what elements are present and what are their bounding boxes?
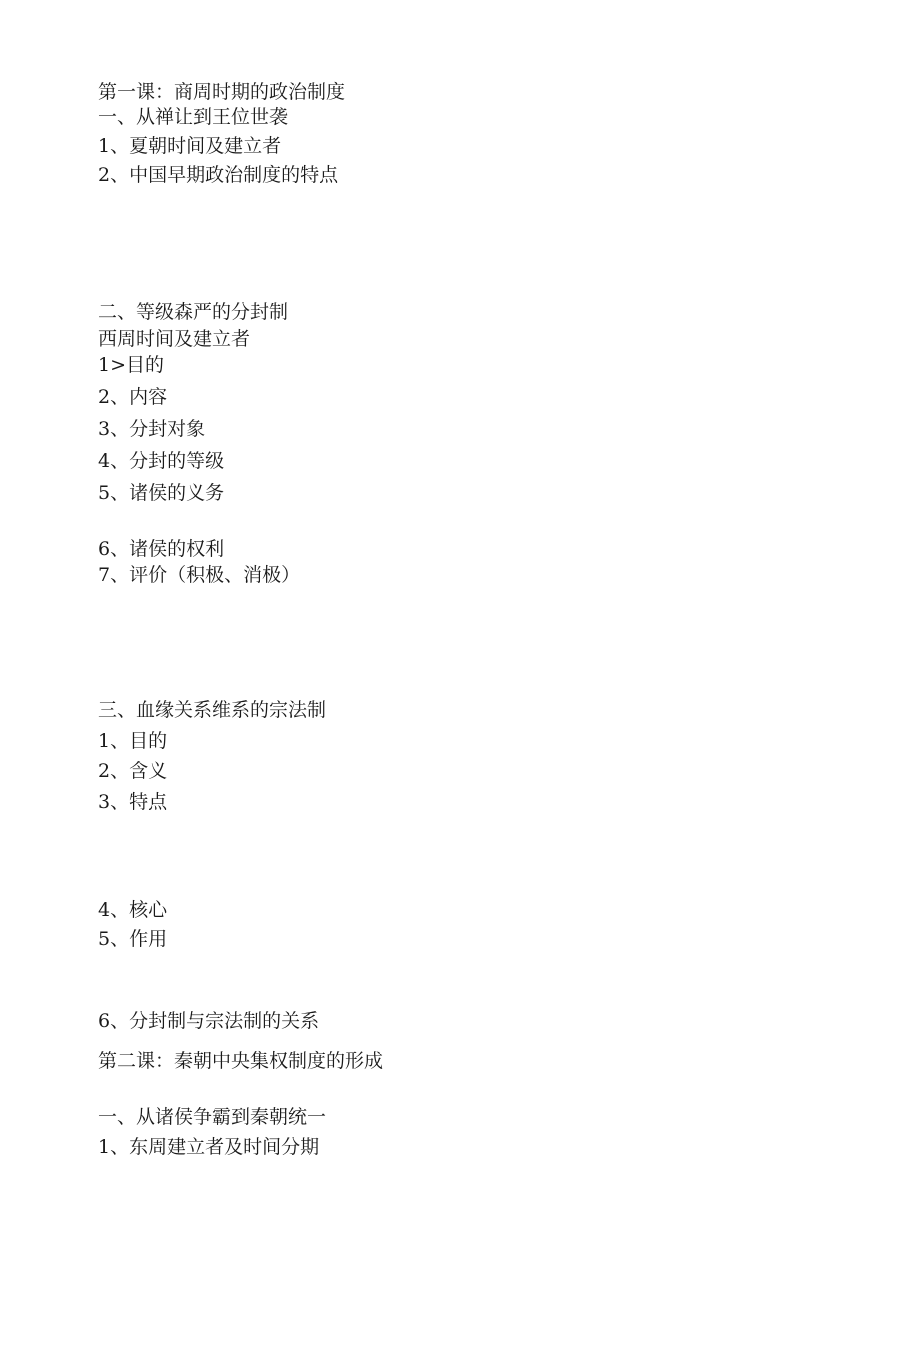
list-item: 1>目的 <box>98 354 165 376</box>
list-item: 5、作用 <box>98 928 168 950</box>
list-item: 2、内容 <box>98 386 168 408</box>
list-item: 1、东周建立者及时间分期 <box>98 1136 320 1158</box>
list-item: 2、中国早期政治制度的特点 <box>98 164 339 186</box>
list-item: 3、特点 <box>98 791 168 813</box>
list-item: 2、含义 <box>98 760 168 782</box>
list-item: 6、分封制与宗法制的关系 <box>98 1010 320 1032</box>
section-heading: 一、从诸侯争霸到秦朝统一 <box>98 1106 327 1128</box>
list-item: 6、诸侯的权利 <box>98 538 225 560</box>
list-item: 1、夏朝时间及建立者 <box>98 135 282 157</box>
lesson-title: 第二课：秦朝中央集权制度的形成 <box>98 1050 384 1072</box>
list-item: 西周时间及建立者 <box>98 328 251 350</box>
list-item: 3、分封对象 <box>98 418 206 440</box>
lesson-title: 第一课：商周时期的政治制度 <box>98 81 346 103</box>
list-item: 5、诸侯的义务 <box>98 482 225 504</box>
list-item: 7、评价（积极、消极） <box>98 564 301 586</box>
section-heading: 三、血缘关系维系的宗法制 <box>98 699 327 721</box>
list-item: 4、分封的等级 <box>98 450 225 472</box>
list-item: 4、核心 <box>98 899 168 921</box>
section-heading: 一、从禅让到王位世袭 <box>98 106 289 128</box>
list-item: 1、目的 <box>98 730 168 752</box>
section-heading: 二、等级森严的分封制 <box>98 301 289 323</box>
